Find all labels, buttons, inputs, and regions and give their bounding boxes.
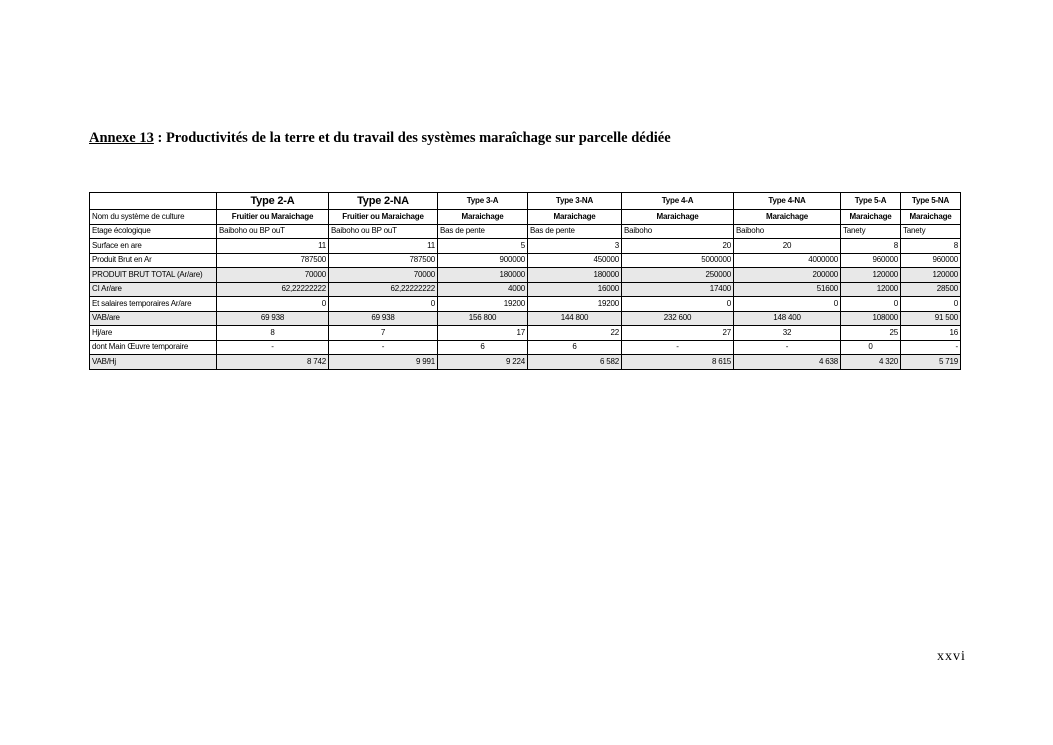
table-row-vab-are xyxy=(90,311,961,326)
annex-label: Annexe 13 xyxy=(89,130,154,146)
table-row-produit-brut xyxy=(90,253,961,268)
table-cell: 8 615 xyxy=(622,355,734,370)
productivity-table xyxy=(89,192,961,370)
table-cell: 0 xyxy=(841,297,901,312)
col-header: Type 2-A xyxy=(217,193,329,210)
col-header: Type 3-NA xyxy=(528,193,622,210)
table-cell: 5 xyxy=(438,239,528,254)
table-cell: 0 xyxy=(901,297,961,312)
table-cell: 180000 xyxy=(438,268,528,283)
table-cell: Baiboho ou BP ouT xyxy=(329,224,438,239)
row-label: Etage écologique xyxy=(90,224,217,239)
table-cell: 156 800 xyxy=(438,311,528,326)
table-cell: Baiboho xyxy=(734,224,841,239)
table-row-main-oeuvre xyxy=(90,340,961,355)
col-header: Type 4-NA xyxy=(734,193,841,210)
col-header: Type 3-A xyxy=(438,193,528,210)
table-cell: - xyxy=(901,340,961,355)
table-cell: 9 224 xyxy=(438,355,528,370)
table-cell: - xyxy=(329,340,438,355)
col-header: Type 4-A xyxy=(622,193,734,210)
table-cell: 120000 xyxy=(841,268,901,283)
table-cell: 25 xyxy=(841,326,901,341)
table-cell: 28500 xyxy=(901,282,961,297)
table-cell: 8 742 xyxy=(217,355,329,370)
table-cell: 17 xyxy=(438,326,528,341)
table-cell: 6 xyxy=(438,340,528,355)
table-cell: 27 xyxy=(622,326,734,341)
table-cell: 8 xyxy=(901,239,961,254)
table-cell: 70000 xyxy=(329,268,438,283)
row-label: Nom du système de culture xyxy=(90,210,217,225)
col-header: Type 2-NA xyxy=(329,193,438,210)
table-cell: 450000 xyxy=(528,253,622,268)
table-cell: 11 xyxy=(329,239,438,254)
table-row-etage xyxy=(90,224,961,239)
table-cell: 787500 xyxy=(329,253,438,268)
table-cell: 0 xyxy=(841,340,901,355)
table-cell: Maraichage xyxy=(901,210,961,225)
table-cell: 32 xyxy=(734,326,841,341)
table-cell: Bas de pente xyxy=(438,224,528,239)
table-cell: 0 xyxy=(329,297,438,312)
table-cell: 960000 xyxy=(901,253,961,268)
header-row xyxy=(90,193,961,210)
table-cell: 232 600 xyxy=(622,311,734,326)
table-cell: - xyxy=(217,340,329,355)
table-cell: 19200 xyxy=(438,297,528,312)
table-cell: 250000 xyxy=(622,268,734,283)
table-cell: 69 938 xyxy=(329,311,438,326)
table-cell: 0 xyxy=(622,297,734,312)
col-header: Type 5-NA xyxy=(901,193,961,210)
table-row-system xyxy=(90,210,961,225)
table-cell: 17400 xyxy=(622,282,734,297)
table-cell: 51600 xyxy=(734,282,841,297)
table-cell: 180000 xyxy=(528,268,622,283)
table-cell: 108000 xyxy=(841,311,901,326)
row-label: dont Main Œuvre temporaire xyxy=(90,340,217,355)
table-row-surface xyxy=(90,239,961,254)
table-cell: 70000 xyxy=(217,268,329,283)
annex-title: : Productivités de la terre et du travail des systèmes maraîchage sur parcelle dédiée xyxy=(153,130,671,146)
table-cell: Tanety xyxy=(841,224,901,239)
table-cell: 8 xyxy=(217,326,329,341)
row-label: VAB/Hj xyxy=(90,355,217,370)
table-cell: 7 xyxy=(329,326,438,341)
row-label: Surface en are xyxy=(90,239,217,254)
table-cell: 16 xyxy=(901,326,961,341)
row-label: CI Ar/are xyxy=(90,282,217,297)
table-row-hj-are xyxy=(90,326,961,341)
table-cell: 900000 xyxy=(438,253,528,268)
table-cell: 6 582 xyxy=(528,355,622,370)
table-cell: Bas de pente xyxy=(528,224,622,239)
table-cell: 787500 xyxy=(217,253,329,268)
row-label: PRODUIT BRUT TOTAL (Ar/are) xyxy=(90,268,217,283)
row-label: Produit Brut en Ar xyxy=(90,253,217,268)
row-label: Et salaires temporaires Ar/are xyxy=(90,297,217,312)
table-cell: 200000 xyxy=(734,268,841,283)
table-cell: - xyxy=(734,340,841,355)
table-cell: - xyxy=(622,340,734,355)
table-cell: 20 xyxy=(734,239,841,254)
table-cell: 4 320 xyxy=(841,355,901,370)
table-cell: 62,22222222 xyxy=(217,282,329,297)
table-cell: 9 991 xyxy=(329,355,438,370)
table-cell: 16000 xyxy=(528,282,622,297)
table-cell: Maraichage xyxy=(841,210,901,225)
table-row-produit-total xyxy=(90,268,961,283)
table-cell: 11 xyxy=(217,239,329,254)
table-cell: Baiboho ou BP ouT xyxy=(217,224,329,239)
table-cell: 120000 xyxy=(901,268,961,283)
table-cell: 19200 xyxy=(528,297,622,312)
table-cell: 0 xyxy=(734,297,841,312)
table-cell: Tanety xyxy=(901,224,961,239)
table-cell: Fruitier ou Maraichage xyxy=(217,210,329,225)
table-row-vab-hj xyxy=(90,355,961,370)
table-cell: Maraichage xyxy=(734,210,841,225)
table-cell: Fruitier ou Maraichage xyxy=(329,210,438,225)
table-cell: 144 800 xyxy=(528,311,622,326)
col-header: Type 5-A xyxy=(841,193,901,210)
table-cell: 69 938 xyxy=(217,311,329,326)
table-cell: 960000 xyxy=(841,253,901,268)
table-row-ci xyxy=(90,282,961,297)
table-cell: 12000 xyxy=(841,282,901,297)
table-cell: 0 xyxy=(217,297,329,312)
table-cell: Maraichage xyxy=(622,210,734,225)
table-cell: 5000000 xyxy=(622,253,734,268)
table-cell: 6 xyxy=(528,340,622,355)
annex-heading xyxy=(89,130,671,147)
table-cell: Maraichage xyxy=(528,210,622,225)
header-corner xyxy=(90,193,217,210)
table-cell: 4 638 xyxy=(734,355,841,370)
table-cell: 4000 xyxy=(438,282,528,297)
table-cell: 4000000 xyxy=(734,253,841,268)
page-number: xxvi xyxy=(937,649,966,664)
table-cell: 91 500 xyxy=(901,311,961,326)
table-cell: 20 xyxy=(622,239,734,254)
table-cell: 148 400 xyxy=(734,311,841,326)
table-cell: Maraichage xyxy=(438,210,528,225)
table-cell: 3 xyxy=(528,239,622,254)
row-label: VAB/are xyxy=(90,311,217,326)
row-label: Hj/are xyxy=(90,326,217,341)
table-cell: 22 xyxy=(528,326,622,341)
table-row-salaires xyxy=(90,297,961,312)
table-cell: 8 xyxy=(841,239,901,254)
table-cell: Baiboho xyxy=(622,224,734,239)
table-cell: 5 719 xyxy=(901,355,961,370)
table-cell: 62,22222222 xyxy=(329,282,438,297)
